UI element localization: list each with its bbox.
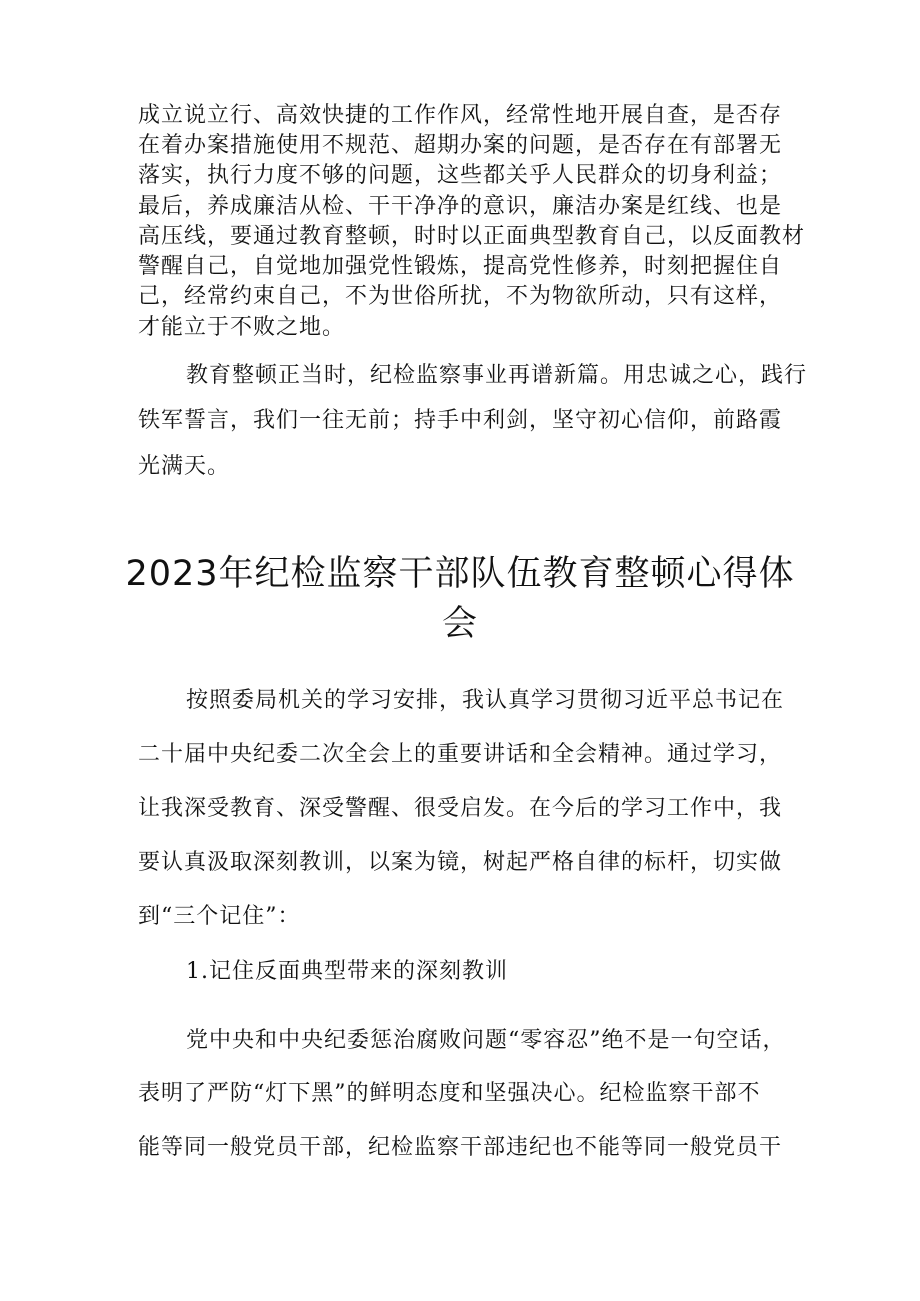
paragraph-3-line-1: 按照委局机关的学习安排，我认真学习贯彻习近平总书记在 bbox=[186, 688, 785, 713]
paragraph-1-line-2: 在着办案措施使用不规范、超期办案的问题，是否存在有部署无 bbox=[138, 133, 783, 158]
paragraph-3-line-5: 到“三个记住”： bbox=[138, 904, 301, 929]
paragraph-4-line-1: 党中央和中央纪委惩治腐败问题“零容忍”绝不是一句空话， bbox=[186, 1028, 786, 1053]
paragraph-1-line-4: 最后，养成廉洁从检、干干净净的意识，廉洁办案是红线、也是 bbox=[138, 194, 783, 219]
paragraph-3-line-2: 二十届中央纪委二次全会上的重要讲话和全会精神。通过学习， bbox=[138, 742, 783, 767]
paragraph-1-line-5: 高压线，要通过教育整顿，时时以正面典型教育自己，以反面教材 bbox=[138, 224, 806, 249]
paragraph-1-line-3: 落实，执行力度不够的问题，这些都关乎人民群众的切身利益； bbox=[138, 163, 783, 188]
paragraph-1-line-6: 警醒自己，自觉地加强党性锻炼，提高党性修养，时刻把握住自 bbox=[138, 254, 783, 279]
paragraph-1-line-8: 才能立于不败之地。 bbox=[138, 315, 346, 340]
paragraph-1-line-7: 己，经常约束自己，不为世俗所扰，不为物欲所动，只有这样， bbox=[138, 284, 783, 309]
paragraph-3-line-3: 让我深受教育、深受警醒、很受启发。在今后的学习工作中，我 bbox=[138, 796, 783, 821]
paragraph-2-line-3: 光满天。 bbox=[138, 454, 231, 479]
paragraph-2-line-2: 铁军誓言，我们一往无前；持手中利剑，坚守初心信仰，前路霞 bbox=[138, 408, 783, 433]
document-title-line-2: 会 bbox=[441, 604, 478, 644]
paragraph-1-line-1: 成立说立行、高效快捷的工作作风，经常性地开展自查，是否存 bbox=[138, 103, 783, 128]
paragraph-3-line-4: 要认真汲取深刻教训，以案为镜，树起严格自律的标杆，切实做 bbox=[138, 850, 783, 875]
paragraph-2-line-1: 教育整顿正当时，纪检监察事业再谱新篇。用忠诚之心，践行 bbox=[186, 363, 808, 388]
document-title-line-1: 2023年纪检监察干部队伍教育整顿心得体 bbox=[125, 554, 795, 594]
paragraph-4-line-3: 能等同一般党员干部，纪检监察干部违纪也不能等同一般党员干 bbox=[138, 1135, 783, 1160]
paragraph-4-line-2: 表明了严防“灯下黑”的鲜明态度和坚强决心。纪检监察干部不 bbox=[138, 1081, 761, 1106]
section-heading-1: 1.记住反面典型带来的深刻教训 bbox=[186, 959, 508, 984]
